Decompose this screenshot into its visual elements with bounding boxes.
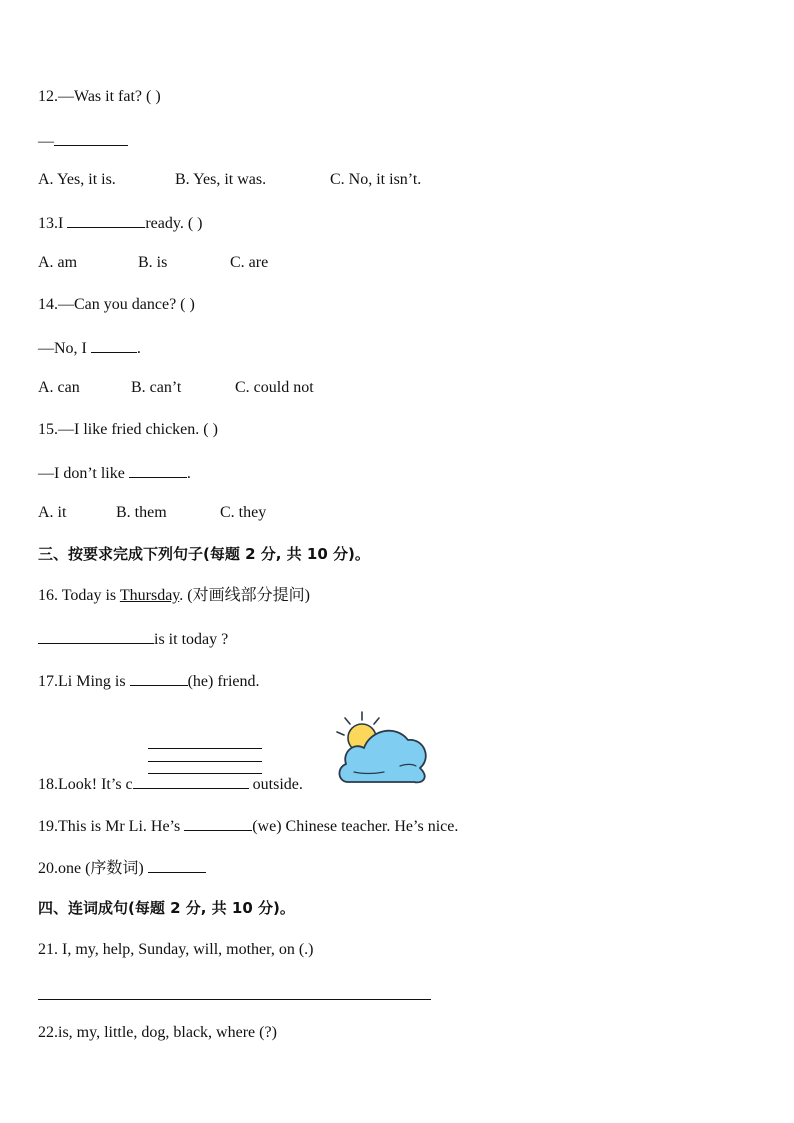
q14-reply-suffix: . [136, 340, 141, 357]
q12-reply-prefix: — [38, 133, 54, 150]
q15-answer-blank[interactable] [129, 462, 187, 478]
q13-option-a[interactable]: A. am [38, 254, 78, 271]
q12-option-b[interactable]: B. Yes, it was. [175, 171, 267, 188]
q13-question [38, 212, 202, 234]
q15-option-c[interactable]: C. they [220, 504, 267, 521]
q18-answer-blank[interactable] [133, 773, 249, 789]
q15-option-a[interactable]: A. it [38, 504, 67, 521]
q21-answer-line[interactable] [38, 999, 431, 1000]
q16-answer-blank[interactable] [38, 628, 154, 644]
q19-answer-blank[interactable] [184, 815, 252, 831]
q15-reply [38, 462, 191, 484]
q14-option-b[interactable]: B. can’t [131, 379, 182, 396]
q15-options [38, 503, 266, 523]
q13-options [38, 253, 268, 273]
q12-option-a[interactable]: A. Yes, it is. [38, 171, 116, 188]
cloudy-weather-icon [334, 708, 430, 788]
q17-answer-blank[interactable] [130, 670, 188, 686]
q13-answer-blank[interactable] [67, 212, 145, 228]
q12-option-c[interactable]: C. No, it isn’t. [330, 171, 422, 188]
q12-options [38, 170, 421, 190]
q19-prefix: 19.This is Mr Li. He’s [38, 818, 185, 835]
q17-prefix: 17.Li Ming is [38, 673, 130, 690]
q14-options [38, 378, 314, 398]
q18-writing-line [148, 761, 262, 762]
q18-writing-line [148, 748, 262, 749]
q13-suffix: ready. ( ) [145, 215, 203, 232]
q13-prefix: 13.I [38, 215, 68, 232]
q19-suffix: (we) Chinese teacher. He’s nice. [252, 818, 459, 835]
q15-question: 15.—I like fried chicken. ( ) [38, 421, 218, 438]
section3-heading: 三、按要求完成下列句子(每题 2 分, 共 10 分)。 [38, 545, 370, 563]
q16-suffix: . (对画线部分提问) [179, 587, 310, 604]
q18-question [38, 773, 303, 795]
q12-question: 12.—Was it fat? ( ) [38, 88, 161, 105]
q19-question [38, 815, 458, 837]
q14-answer-blank[interactable] [91, 337, 137, 353]
q14-option-a[interactable]: A. can [38, 379, 80, 396]
q14-reply [38, 337, 141, 359]
q16-underlined-word: Thursday [119, 587, 180, 604]
q15-option-b[interactable]: B. them [116, 504, 167, 521]
q16-prefix: 16. Today is [38, 587, 120, 604]
q20-prefix: 20.one (序数词) [38, 860, 148, 877]
q18-suffix: outside. [248, 776, 303, 793]
q18-prefix: 18.Look! It’s c [38, 776, 133, 793]
q20-answer-blank[interactable] [148, 857, 206, 873]
q12-reply [38, 130, 128, 152]
q17-question [38, 670, 260, 692]
q16-question [38, 586, 310, 606]
q21-question: 21. I, my, help, Sunday, will, mother, on (.) [38, 941, 314, 958]
q15-reply-prefix: —I don’t like [38, 465, 129, 482]
q14-question: 14.—Can you dance? ( ) [38, 296, 195, 313]
q20-question [38, 857, 206, 879]
q13-option-b[interactable]: B. is [138, 254, 168, 271]
q16-answer [38, 628, 228, 650]
section4-heading: 四、连词成句(每题 2 分, 共 10 分)。 [38, 899, 295, 917]
q16-answer-suffix: is it today ? [154, 631, 229, 648]
q12-answer-blank[interactable] [54, 130, 128, 146]
q22-question: 22.is, my, little, dog, black, where (?) [38, 1024, 277, 1041]
q14-option-c[interactable]: C. could not [235, 379, 314, 396]
q14-reply-prefix: —No, I [38, 340, 91, 357]
q15-reply-suffix: . [186, 465, 191, 482]
q17-suffix: (he) friend. [187, 673, 260, 690]
q13-option-c[interactable]: C. are [230, 254, 269, 271]
